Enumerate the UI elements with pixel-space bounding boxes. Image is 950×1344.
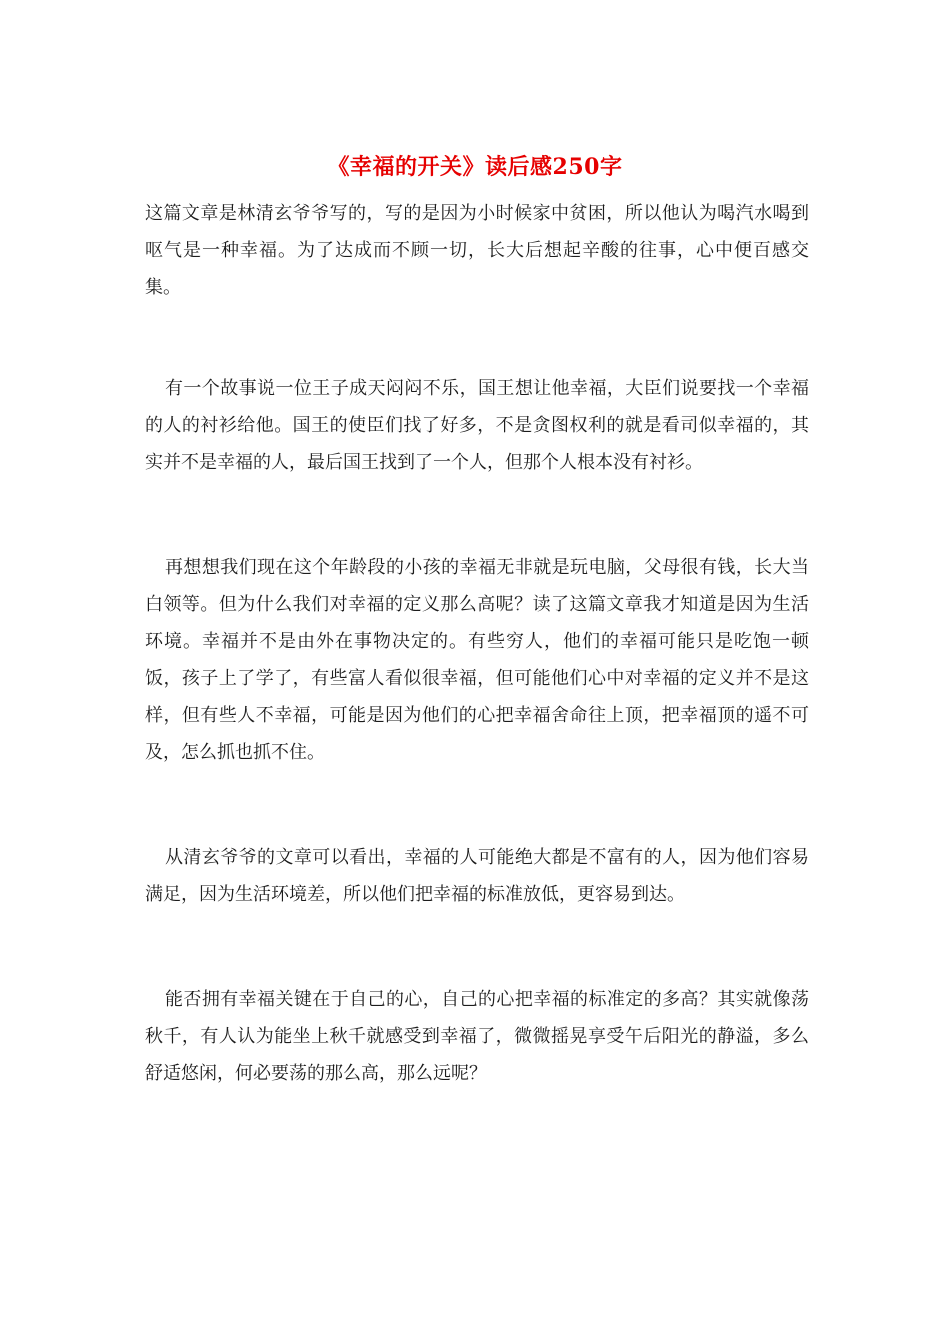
paragraph-3: 再想想我们现在这个年龄段的小孩的幸福无非就是玩电脑，父母很有钱，长大当白领等。但为什么我们对幸福的定义那么高呢？读了这篇文章我才知道是因为生活环境。幸福并不是由外在事物决定的。有些穷人，他们的幸福可能只是吃饱一顿饭，孩子上了学了，有些富人看似很幸福，但可能他们心中对幸福的定义并不是这样，但有些人不幸福，可能是因为他们的心把幸福舍命往上顶，把幸福顶的遥不可及，怎么抓也抓不住。 (145, 557, 809, 763)
paragraph-2: 有一个故事说一位王子成天闷闷不乐，国王想让他幸福，大臣们说要找一个幸福的人的衬衫给他。国王的使臣们找了好多，不是贪图权利的就是看司似幸福的，其实并不是幸福的人，最后国王找到了一个人，但那个人根本没有衬衫。 (145, 378, 809, 473)
paragraph-1: 这篇文章是林清玄爷爷写的，写的是因为小时候家中贫困，所以他认为喝汽水喝到呕气是一种幸福。为了达成而不顾一切，长大后想起辛酸的往事，心中便百感交集。 (145, 203, 809, 298)
paragraph-4: 从清玄爷爷的文章可以看出，幸福的人可能绝大都是不富有的人，因为他们容易满足，因为生活环境差，所以他们把幸福的标准放低，更容易到达。 (145, 847, 809, 905)
document-title: 《幸福的开关》读后感250字 (327, 154, 623, 180)
paragraph-5: 能否拥有幸福关键在于自己的心，自己的心把幸福的标准定的多高？其实就像荡秋千，有人认为能坐上秋千就感受到幸福了，微微摇晃享受午后阳光的静溢，多么舒适悠闲，何必要荡的那么高，那么远呢？ (145, 989, 809, 1084)
